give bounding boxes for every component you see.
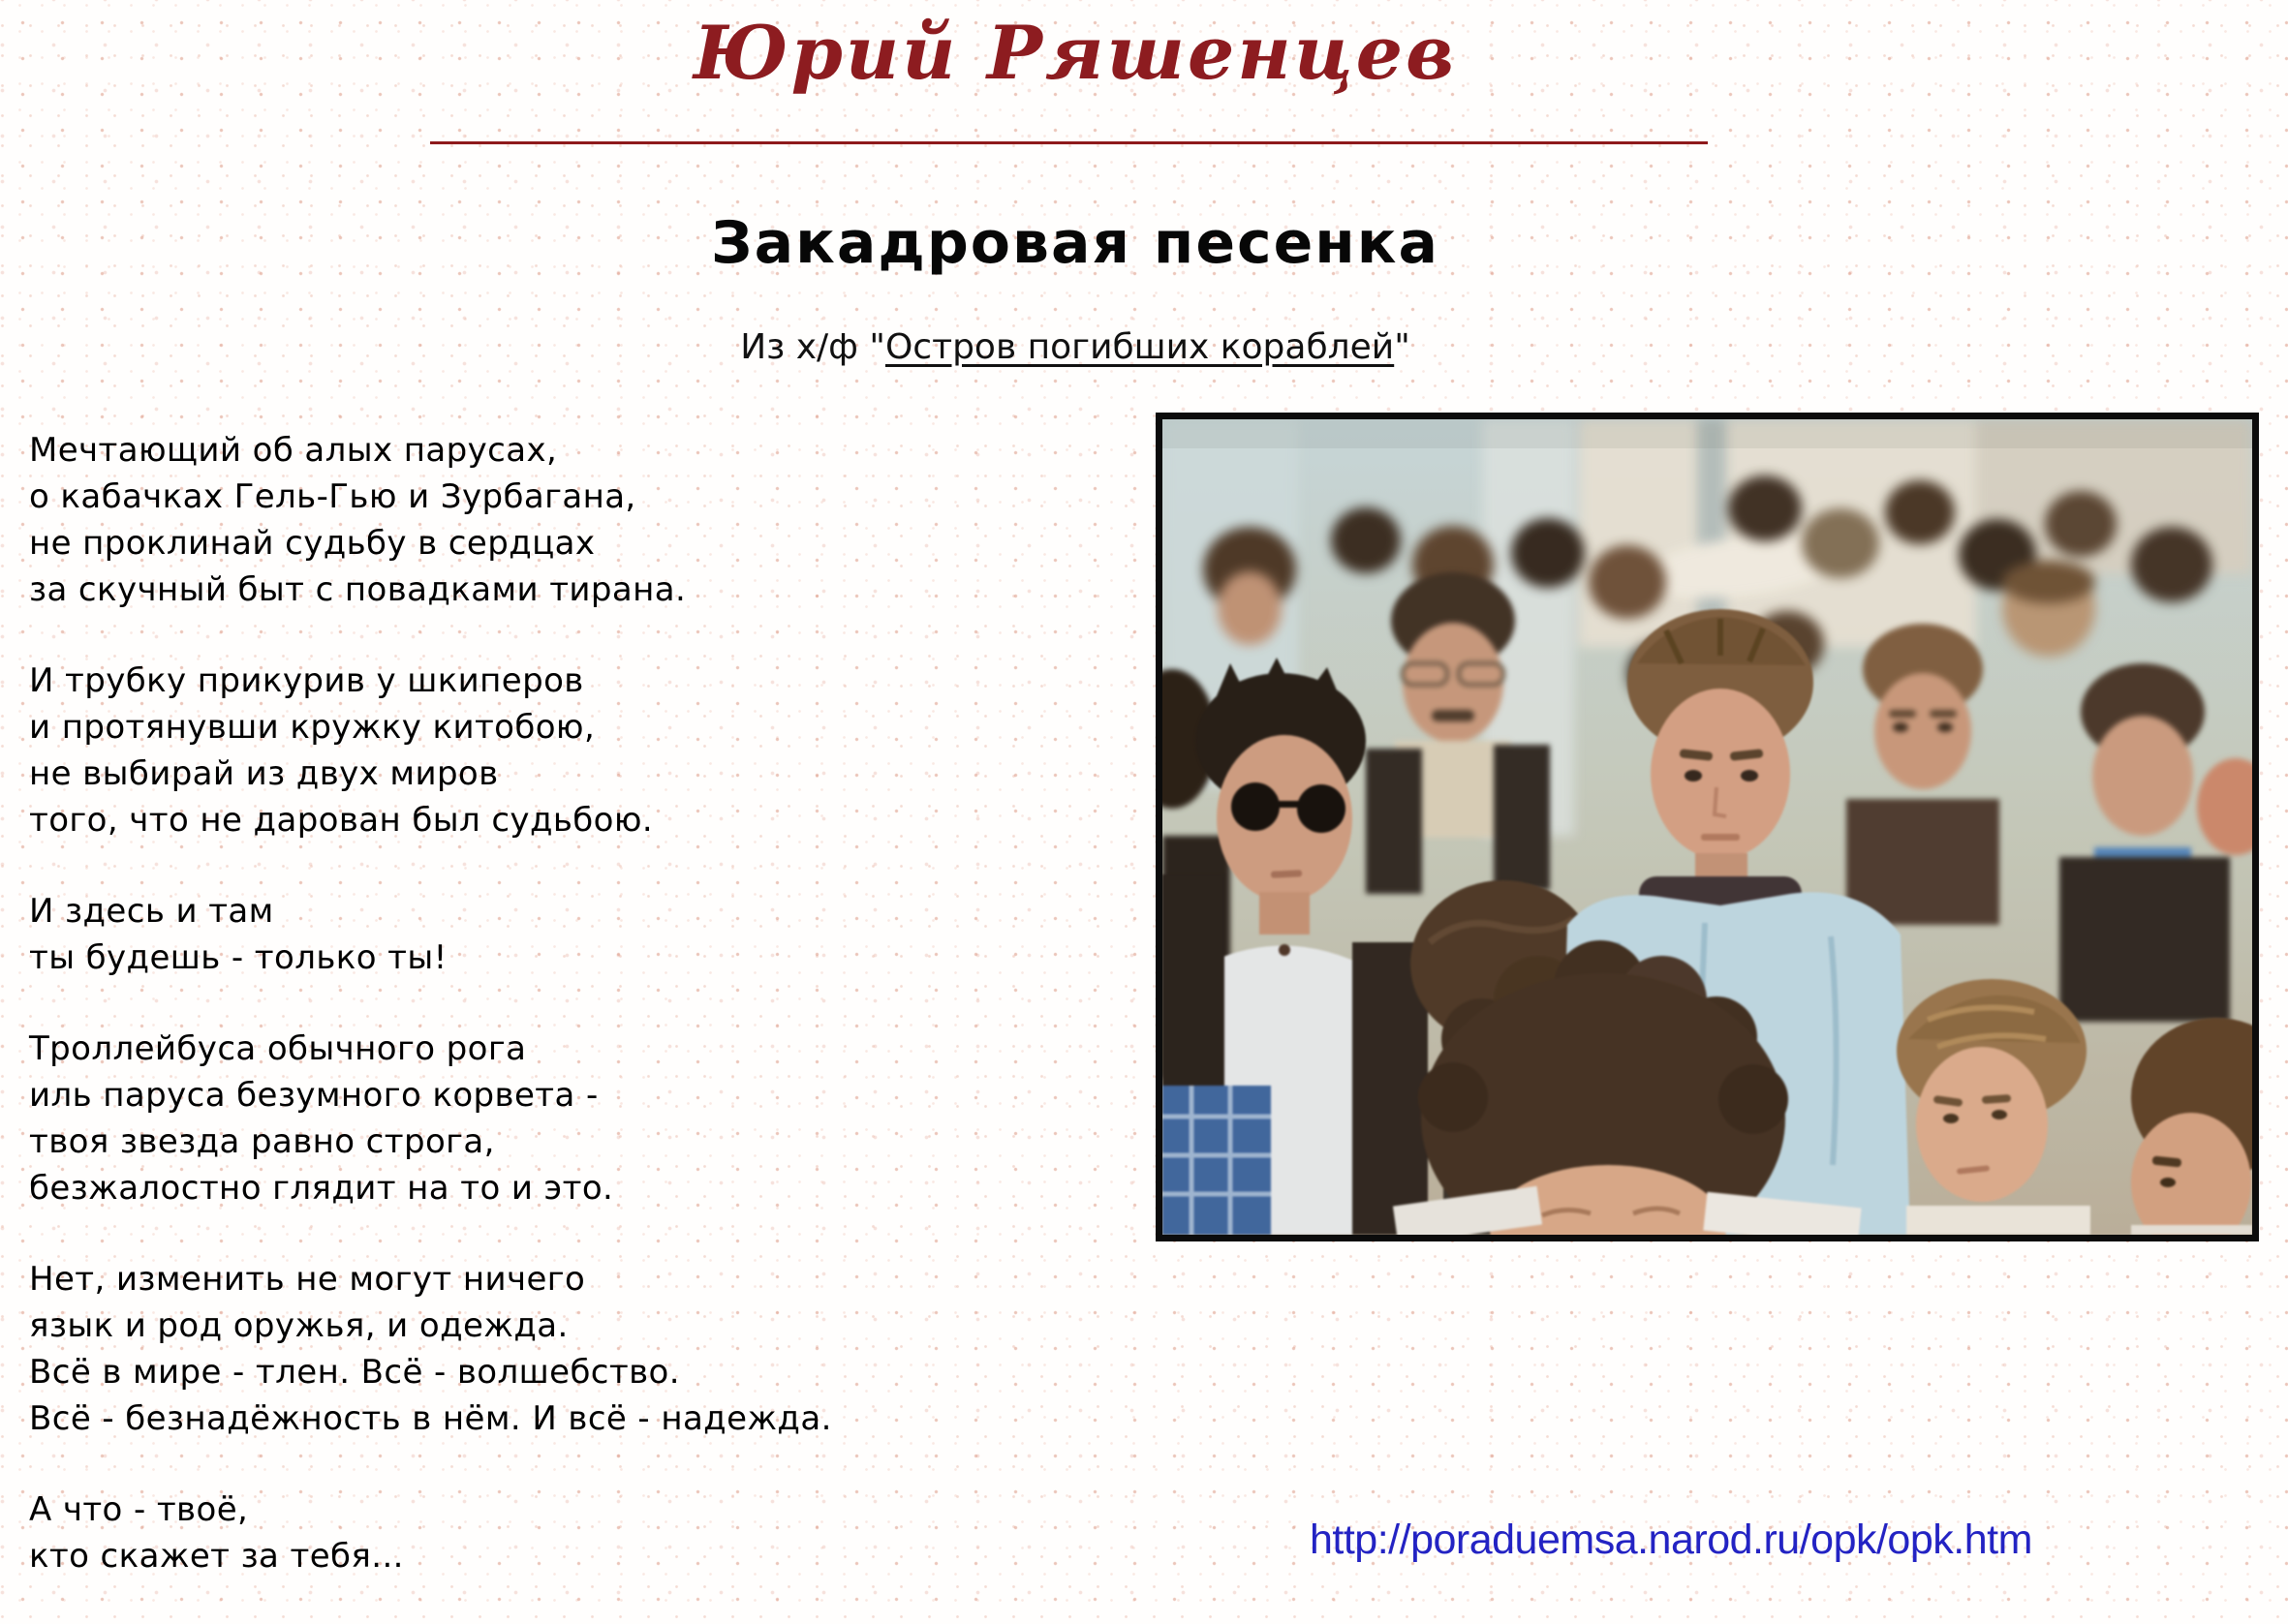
poem-line: Мечтающий об алых парусах, bbox=[29, 431, 558, 470]
poem-stanza bbox=[29, 1486, 1143, 1579]
film-title-link[interactable]: Остров погибших кораблей bbox=[884, 327, 1395, 367]
poem-line: и протянувши кружку китобою, bbox=[29, 708, 596, 747]
poem-text bbox=[29, 427, 1143, 1624]
poem-line: Троллейбуса обычного рога bbox=[29, 1029, 527, 1068]
poem-stanza bbox=[29, 1256, 1143, 1442]
poem-line: безжалостно глядит на то и это. bbox=[29, 1169, 614, 1208]
poem-line: о кабачках Гель-Гью и Зурбагана, bbox=[29, 477, 636, 516]
poem-line: И здесь и там bbox=[29, 892, 274, 931]
poem-line: И трубку прикурив у шкиперов bbox=[29, 661, 584, 700]
crowd-photo-graphic bbox=[1162, 419, 2252, 1235]
poem-line: А что - твоё, bbox=[29, 1490, 249, 1529]
poem-line: кто скажет за тебя... bbox=[29, 1537, 404, 1576]
poem-line: Всё - безнадёжность в нём. И всё - надежда. bbox=[29, 1399, 832, 1438]
poem-line: твоя звезда равно строга, bbox=[29, 1122, 495, 1161]
author-heading: Юрий Ряшенцев bbox=[693, 10, 1458, 96]
poem-stanza bbox=[29, 1026, 1143, 1211]
poem-line: Нет, изменить не могут ничего bbox=[29, 1260, 586, 1299]
page-title: Закадровая песенка bbox=[711, 209, 1439, 277]
poem-stanza bbox=[29, 427, 1143, 613]
subtitle-prefix: Из х/ф " bbox=[740, 327, 885, 367]
subtitle-suffix: " bbox=[1394, 327, 1410, 367]
poem-line: того, что не дарован был судьбою. bbox=[29, 801, 654, 840]
header-divider-line bbox=[430, 141, 1708, 144]
film-subtitle bbox=[0, 327, 2150, 367]
poem-line: язык и род оружья, и одежда. bbox=[29, 1306, 569, 1345]
poem-stanza bbox=[29, 888, 1143, 981]
crowd-photo bbox=[1156, 413, 2259, 1241]
poem-line: не проклинай судьбу в сердцах bbox=[29, 524, 596, 563]
poem-line: Всё в мире - тлен. Всё - волшебство. bbox=[29, 1353, 680, 1392]
poem-line: не выбирай из двух миров bbox=[29, 754, 499, 793]
source-url-link[interactable]: http://poraduemsa.narod.ru/opk/opk.htm bbox=[1310, 1517, 2032, 1563]
poem-line: ты будешь - только ты! bbox=[29, 938, 448, 977]
poem-stanza bbox=[29, 658, 1143, 843]
poem-line: за скучный быт с повадками тирана. bbox=[29, 570, 687, 609]
poem-line: иль паруса безумного корвета - bbox=[29, 1076, 599, 1115]
